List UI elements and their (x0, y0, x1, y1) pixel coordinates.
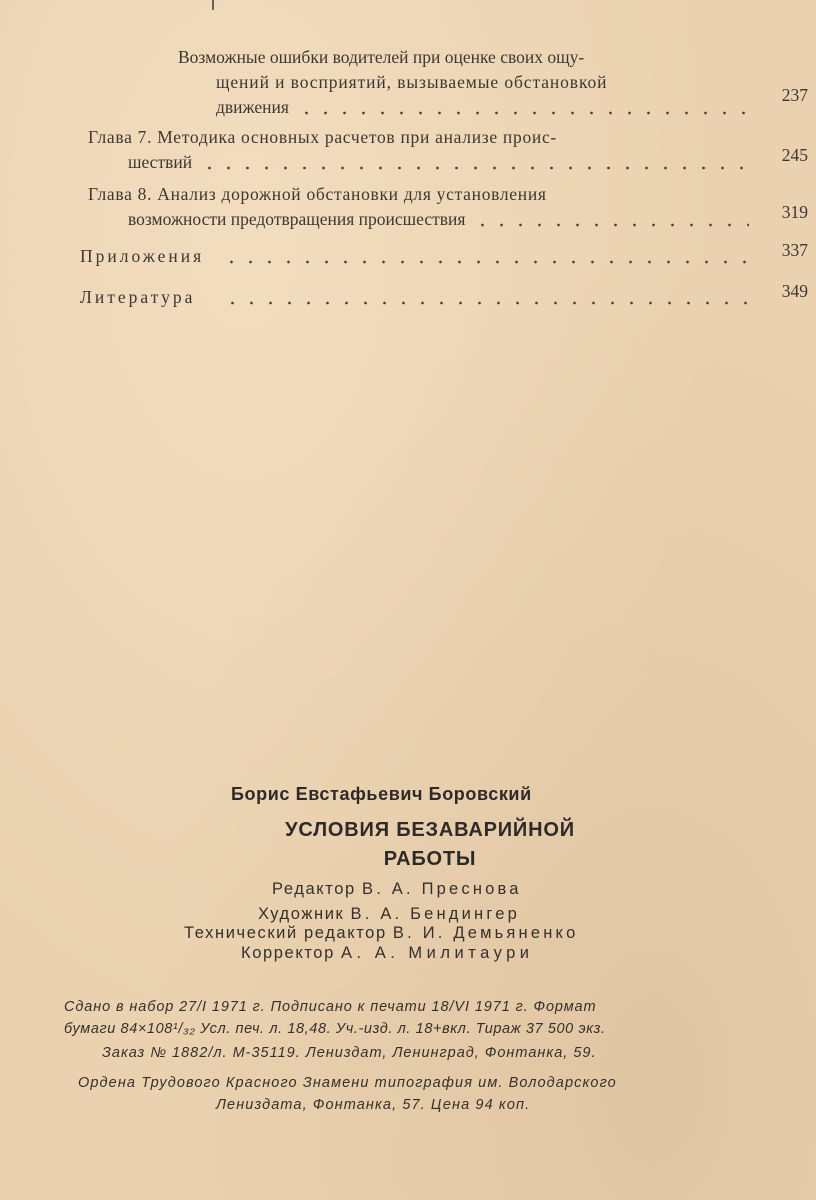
toc-page-number: 349 (781, 281, 808, 301)
toc-line (88, 125, 755, 150)
toc-text: Приложения (80, 246, 205, 266)
toc-page-number: 319 (781, 202, 808, 222)
credit-technical-editor (184, 924, 579, 943)
toc-entry-driver-errors (178, 45, 755, 120)
publication-line: Заказ № 1882/л. М-35119. Лениздат, Ленинград, Фонтанка, 59. (102, 1045, 597, 1061)
toc-page-number: 237 (781, 85, 808, 105)
publication-line: Сдано в набор 27/I 1971 г. Подписано к печати 18/VI 1971 г. Формат (64, 999, 597, 1015)
toc-entry-literature (80, 285, 755, 310)
toc-line (178, 45, 755, 70)
toc-text: движения (216, 97, 289, 117)
leader-dots (297, 111, 749, 115)
toc-text: возможности предотвращения происшествия (128, 209, 466, 229)
binding-mark (212, 0, 214, 10)
author-name: Борис Евстафьевич Боровский (231, 784, 532, 804)
credit-role: Технический редактор (184, 924, 387, 942)
toc-text: Возможные ошибки водителей при оценке своих ощу- (178, 47, 585, 67)
credit-editor (272, 880, 522, 899)
leader-dots (223, 301, 749, 305)
credit-proofreader (241, 944, 534, 963)
toc-entry-appendices (80, 244, 755, 269)
toc-text: шествий (128, 152, 193, 172)
toc-entry-chapter-8 (88, 182, 755, 232)
toc-line (178, 70, 755, 95)
leader-dots (473, 223, 749, 227)
toc-page-number: 245 (781, 145, 808, 165)
credit-person: В. А. Бендингер (350, 905, 520, 923)
credit-role: Художник (258, 905, 345, 923)
toc-line (88, 182, 755, 207)
leader-dots (200, 166, 749, 170)
toc-line (80, 285, 755, 310)
credit-person: В. А. Преснова (362, 880, 522, 898)
credit-person: А. А. Милитаури (341, 944, 534, 962)
printing-line: Ордена Трудового Красного Знамени типография им. Володарского (78, 1075, 617, 1091)
book-title-line: РАБОТЫ (383, 848, 477, 870)
toc-text: щений и восприятий, вызываемые обстановкой (216, 72, 608, 92)
toc-text: Глава 7. Методика основных расчетов при анализе проис- (88, 127, 557, 147)
toc-text: Глава 8. Анализ дорожной обстановки для установления (88, 184, 547, 204)
toc-text: Литература (80, 287, 196, 307)
book-title-line: УСЛОВИЯ БЕЗАВАРИЙНОЙ (285, 819, 575, 841)
credit-artist (258, 905, 520, 924)
leader-dots (222, 260, 749, 264)
toc-line (88, 207, 755, 232)
credit-role: Корректор (241, 944, 335, 962)
printing-line: Лениздата, Фонтанка, 57. Цена 94 коп. (216, 1097, 531, 1113)
toc-line (178, 95, 755, 120)
publication-line: бумаги 84×108¹/₃₂ Усл. печ. л. 18,48. Уч.-изд. л. 18+вкл. Тираж 37 500 экз. (64, 1021, 606, 1037)
credit-role: Редактор (272, 880, 356, 898)
credit-person: В. И. Демьяненко (392, 924, 579, 942)
toc-line (80, 244, 755, 269)
book-title (230, 816, 630, 874)
toc-line (88, 150, 755, 175)
toc-entry-chapter-7 (88, 125, 755, 175)
toc-page-number: 337 (781, 240, 808, 260)
